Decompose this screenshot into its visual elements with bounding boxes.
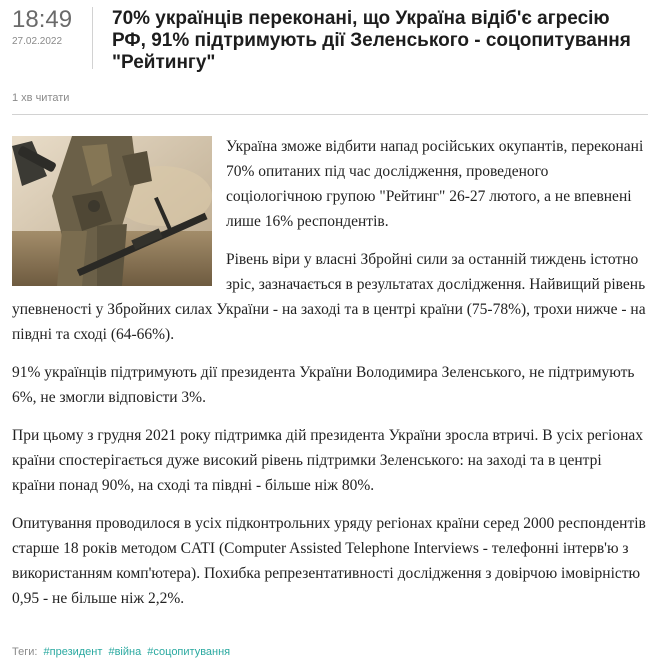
publish-time-block bbox=[12, 6, 94, 47]
article-paragraph: Україна зможе відбити напад російських окупантів, переконані 70% опитаних під час дослідження, проведеного соціологічною групою "Рейтинг" 26-27 лютого, а не впевнені лише 16% респондентів. bbox=[226, 138, 644, 230]
publish-time: 18:49 bbox=[12, 6, 73, 33]
content-divider bbox=[12, 114, 648, 115]
article-paragraph: Опитування проводилося в усіх підконтрольних уряду регіонах країни серед 2000 респондентів старше 18 років методом CATI (Computer Assisted Telephone Interviews - телефонні інтерв'ю з використанням комп'ютера). Похибка репрезентативності дослідження з довірчою імовірністю 0,95 - не більше ніж 2,2%. bbox=[12, 515, 646, 607]
article-header bbox=[0, 0, 655, 82]
article-paragraph: 91% українців підтримують дії президента України Володимира Зеленського, не підтримують 6%, не змогли відповісти 3%. bbox=[12, 364, 635, 406]
article-title: 70% українців переконані, що Україна відіб'є агресію РФ, 91% підтримують дії Зеленського - соцопитування "Рейтингу" bbox=[112, 8, 631, 73]
read-time: 1 хв читати bbox=[12, 92, 70, 104]
article-paragraph: При цьому з грудня 2021 року підтримка дій президента України зросла втричі. В усіх регіонах країни спостерігається дуже високий рівень підтримки Зеленського: на заході та в центрі країни понад 90%, на сході та півдні - більше ніж 80%. bbox=[12, 427, 644, 494]
article-body bbox=[12, 134, 648, 624]
header-divider bbox=[92, 7, 93, 69]
publish-date: 27.02.2022 bbox=[12, 36, 63, 47]
tags-label: Теги: bbox=[12, 646, 38, 658]
tag-war[interactable]: #війна bbox=[108, 646, 142, 658]
tags-row bbox=[12, 646, 230, 658]
tag-survey[interactable]: #соцопитування bbox=[147, 646, 231, 658]
article-paragraph: Рівень віри у власні Збройні сили за останній тиждень істотно зріс, зазначається в результатах дослідження. Найвищий рівень упевненості у Збройних силах України - на заході та в центрі країни (75-78%), трохи нижче - на півдні та сході (64-66%). bbox=[12, 251, 646, 343]
tag-president[interactable]: #президент bbox=[43, 646, 103, 658]
article-photo bbox=[12, 136, 212, 286]
soldier-photo-illustration bbox=[12, 136, 212, 286]
